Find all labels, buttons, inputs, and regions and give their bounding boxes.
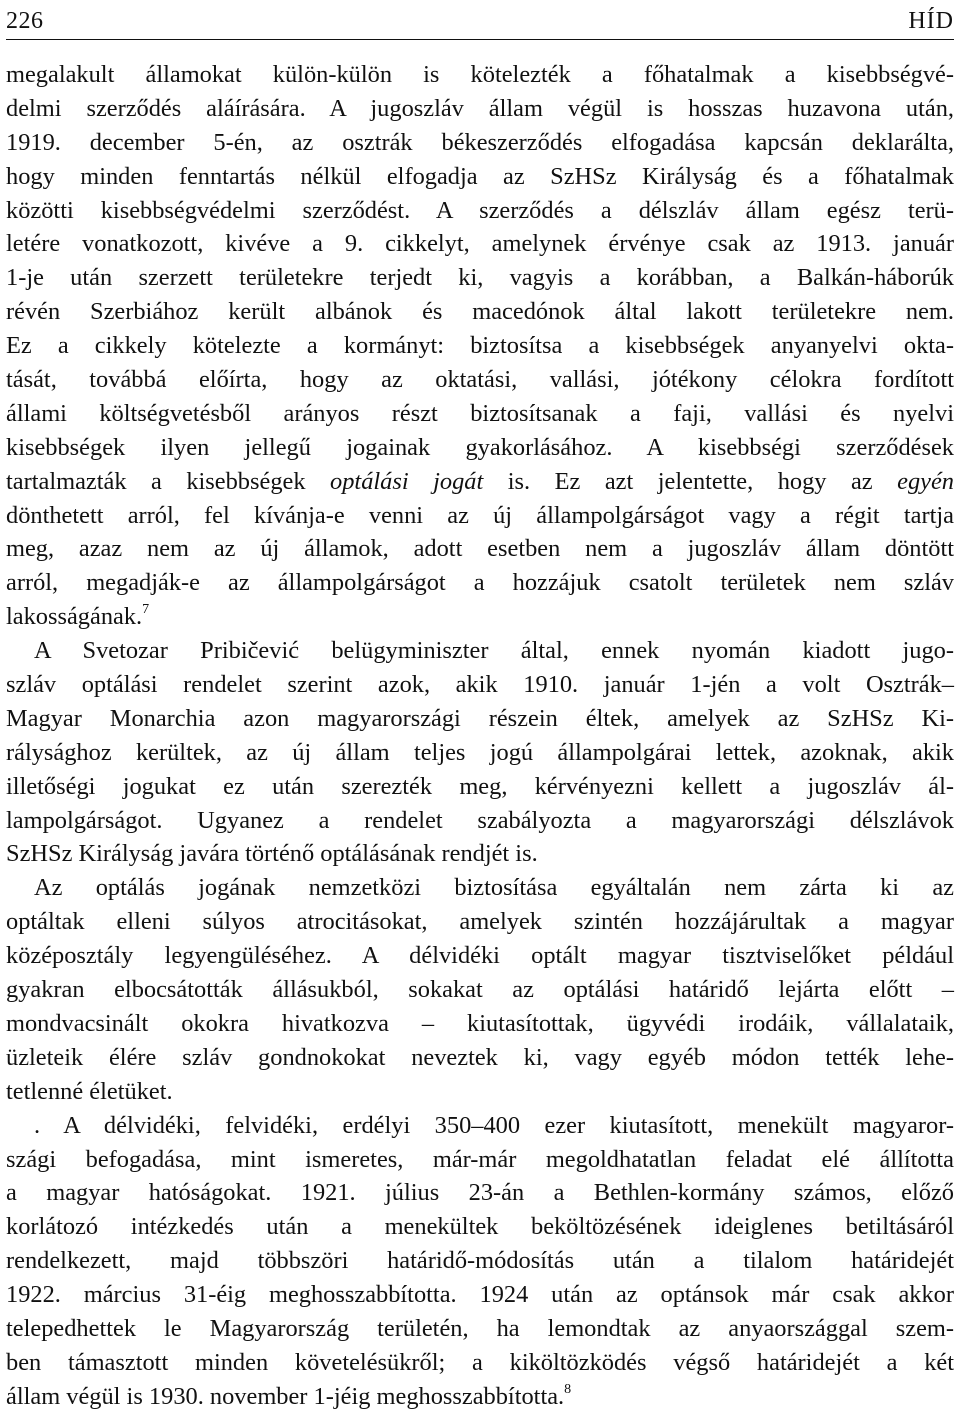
- footnote-ref: 7: [142, 602, 150, 618]
- text-line: ben támasztott minden követelésükről; a kiköltözködés végső határidejét a két: [6, 1348, 954, 1376]
- text-line: meg, azaz nem az új államok, adott esetben nem a jugoszláv állam döntött: [6, 535, 954, 563]
- text-line: korlátozó intézkedés után a menekültek beköltözésének ideiglenes betiltásáról: [6, 1213, 954, 1241]
- paragraph-3: [6, 871, 954, 1108]
- text-line: SzHSz Királyság javára történő optálásának rendjét is.: [6, 840, 538, 868]
- text-line: kisebbségek ilyen jellegű jogainak gyakorlásához. A kisebbségi szerződések: [6, 433, 954, 461]
- paragraph-2: [6, 634, 954, 871]
- footnote-ref: 8: [564, 1381, 572, 1397]
- text-line: rálysághoz kerültek, az új állam teljes jogú állampolgárai lettek, azoknak, akik: [6, 738, 954, 766]
- text-segment: tartalmazták a kisebbségek: [6, 467, 331, 495]
- page-header: [6, 0, 954, 40]
- paragraph-1: [6, 58, 954, 634]
- text-line: [6, 600, 954, 634]
- text-line: letére vonatkozott, kivéve a 9. cikkelyt, amelynek érvénye csak az 1913. január: [6, 230, 954, 258]
- text-line: A Svetozar Pribičević belügyminiszter által, ennek nyomán kiadott jugo-: [34, 637, 954, 665]
- text-segment: állam végül is 1930. november 1-jéig meghosszabbította.: [6, 1382, 565, 1410]
- text-line: tását, továbbá előírta, hogy az oktatási, vallási, jótékony célokra fordított: [6, 366, 954, 394]
- italic-term: egyén: [897, 467, 954, 495]
- text-line: 1919. december 5-én, az osztrák békeszerződés elfogadása kapcsán deklarálta,: [6, 128, 954, 156]
- text-line: mondvacsinált okokra hivatkozva – kiutasítottak, ügyvédi irodáik, vállalataik,: [6, 1009, 954, 1037]
- text-line: megalakult államokat külön-külön is kötelezték a főhatalmak a kisebbségvé-: [6, 61, 954, 88]
- text-line: középosztály legyengüléséhez. A délvidéki optált magyar tisztviselőket például: [6, 942, 954, 970]
- text-line: optáltak elleni súlyos atrocitásokat, amelyek szintén hozzájárultak a magyar: [6, 908, 954, 936]
- text-line: 1922. március 31-éig meghosszabbította. 1924 után az optánsok már csak akkor: [6, 1281, 954, 1309]
- text-segment: is. Ez azt jelentette, hogy az: [483, 467, 898, 495]
- page-number: 226: [6, 8, 44, 34]
- text-line: arról, megadják-e az állampolgárságot a hozzájuk csatolt területek nem szláv: [6, 569, 954, 597]
- text-line: illetőségi jogukat ez után szerezték meg, kérvényezni kellett a jugoszláv ál-: [6, 772, 954, 800]
- text-line: dönthetett arról, fel kívánja-e venni az új állampolgárságot vagy a régit tartja: [6, 501, 954, 529]
- text-line: szláv optálási rendelet szerint azok, akik 1910. január 1-jén a volt Osztrák–: [6, 671, 954, 699]
- italic-term: optálási jogát: [330, 467, 484, 495]
- text-line: hogy minden fenntartás nélkül elfogadja az SzHSz Királyság és a főhatalmak: [6, 162, 954, 190]
- text-line: állami költségvetésből arányos részt biztosítsanak a faji, vallási és nyelvi: [6, 399, 954, 427]
- text-line: szági befogadása, mint ismeretes, már-már megoldhatatlan feladat elé állította: [6, 1145, 954, 1173]
- header-rule: [6, 39, 954, 40]
- text-line-optalasi: [6, 465, 954, 499]
- text-line: révén Szerbiához került albánok és macedónok által lakott területekre nem.: [6, 298, 954, 326]
- text-line: tetlenné életüket.: [6, 1077, 173, 1105]
- text-line: lampolgárságot. Ugyanez a rendelet szabályozta a magyarországi délszlávok: [6, 806, 954, 834]
- text-line: rendelkezett, majd többszöri határidő-módosítás után a tilalom határidejét: [6, 1247, 954, 1275]
- body-text: [6, 58, 954, 1414]
- text-line: . A délvidéki, felvidéki, erdélyi 350–400 ezer kiutasított, menekült magyaror-: [34, 1111, 954, 1139]
- text-line: telepedhettek le Magyarország területén, ha lemondtak az anyaországgal szem-: [6, 1314, 954, 1342]
- text-line: delmi szerződés aláírására. A jugoszláv állam végül is hosszas huzavona után,: [6, 94, 954, 122]
- text-line: gyakran elbocsátották állásukból, sokakat az optálási határidő lejárta előtt –: [6, 976, 954, 1004]
- paragraph-4: [6, 1109, 954, 1414]
- text-line: üzleteik élére szláv gondnokokat neveztek ki, vagy egyéb módon tették lehe-: [6, 1043, 954, 1071]
- text-line: Ez a cikkely kötelezte a kormányt: biztosítsa a kisebbségek anyanyelvi okta-: [6, 332, 954, 360]
- running-head: HÍD: [908, 8, 954, 34]
- text-line: a magyar hatóságokat. 1921. július 23-án a Bethlen-kormány számos, előző: [6, 1179, 954, 1207]
- text-segment: lakosságának.: [6, 603, 143, 631]
- text-line: Magyar Monarchia azon magyarországi részein éltek, amelyek az SzHSz Ki-: [6, 704, 954, 732]
- text-line: közötti kisebbségvédelmi szerződést. A szerződés a délszláv állam egész terü-: [6, 196, 954, 224]
- text-line: 1-je után szerzett területekre terjedt ki, vagyis a korábban, a Balkán-háborúk: [6, 264, 954, 292]
- text-line: [6, 1380, 954, 1414]
- text-line: Az optálás jogának nemzetközi biztosítása egyáltalán nem zárta ki az: [34, 874, 954, 902]
